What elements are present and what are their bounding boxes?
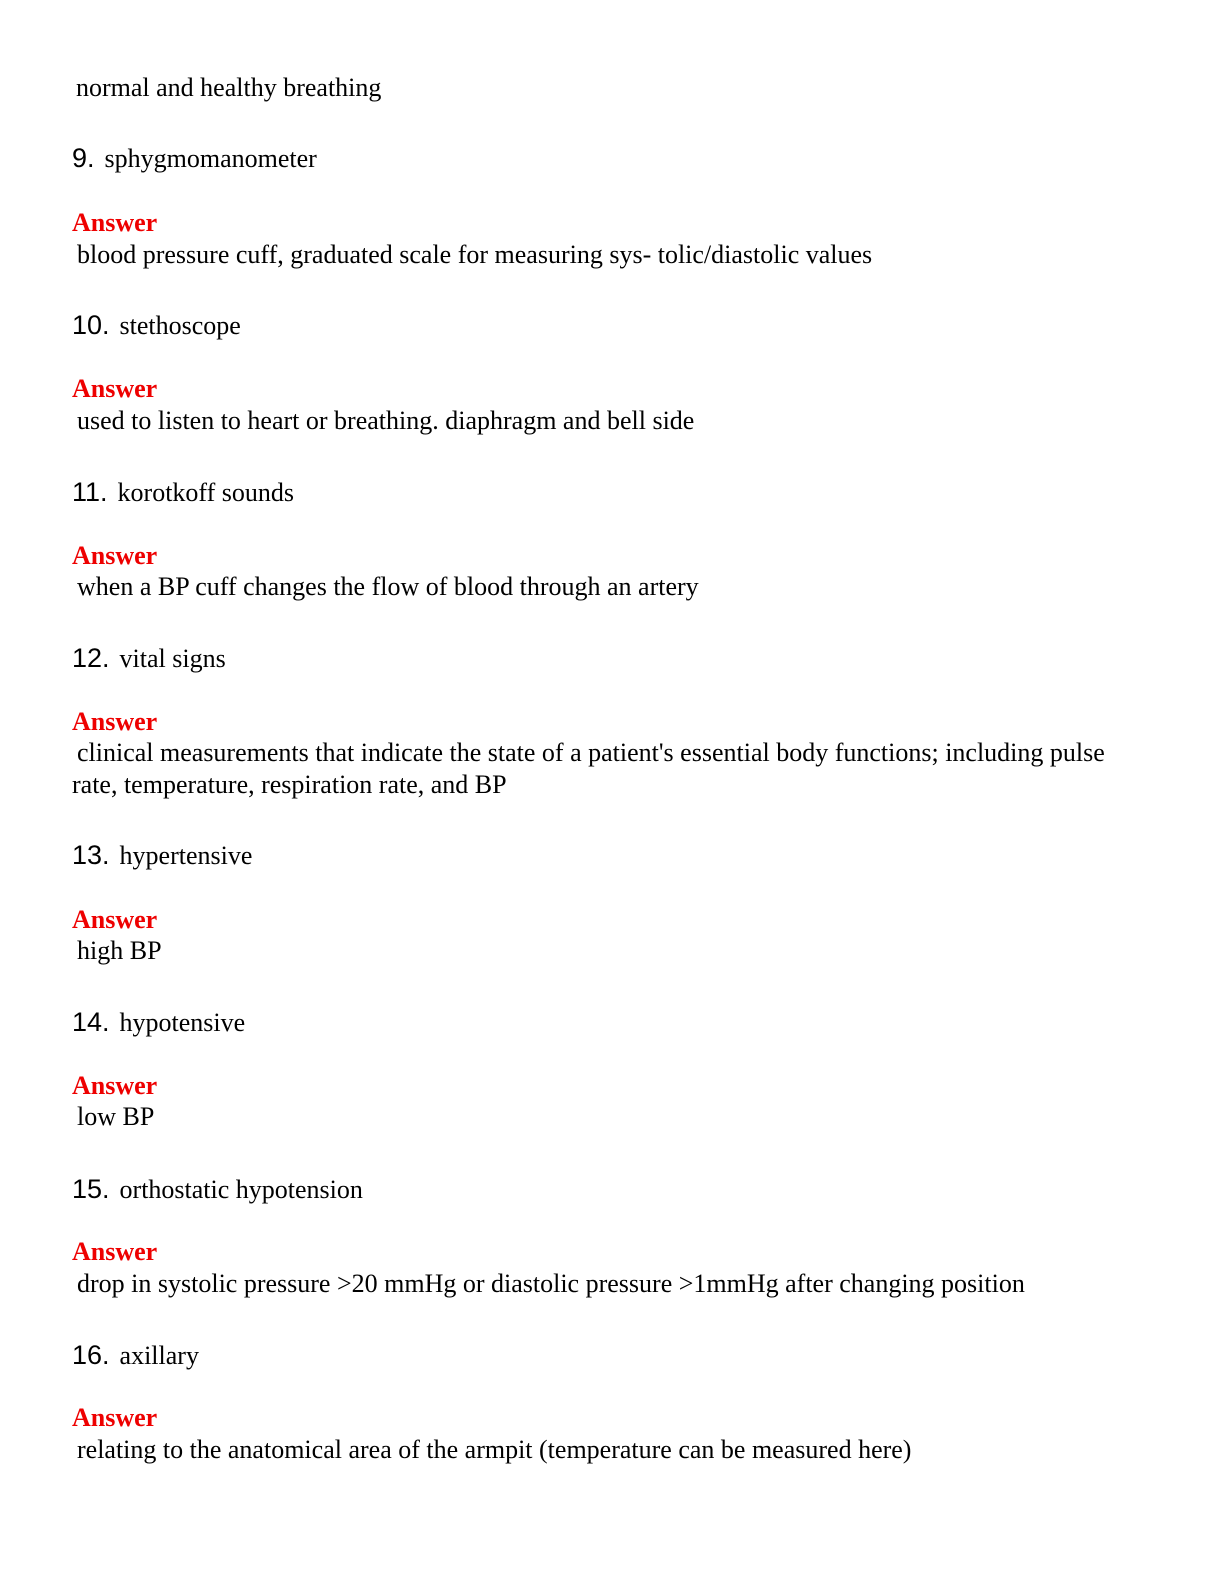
answer-text: blood pressure cuff, graduated scale for measuring sys- tolic/diastolic values xyxy=(77,240,873,269)
answer-label: Answer xyxy=(72,541,158,570)
answer-label: Answer xyxy=(72,905,158,934)
answer-label: Answer xyxy=(72,1237,158,1266)
answer-label: Answer xyxy=(72,1403,158,1432)
question-item xyxy=(72,142,317,175)
answer-label: Answer xyxy=(72,707,158,736)
question-number: 10. xyxy=(72,310,110,340)
question-item xyxy=(72,476,294,509)
answer-text: used to listen to heart or breathing. diaphragm and bell side xyxy=(77,406,695,435)
question-term: orthostatic hypotension xyxy=(119,1175,363,1204)
answer-text: drop in systolic pressure >20 mmHg or diastolic pressure >1mmHg after changing position xyxy=(77,1269,1025,1298)
answer-label: Answer xyxy=(72,208,158,237)
question-item xyxy=(72,1006,245,1039)
question-term: sphygmomanometer xyxy=(104,144,317,173)
question-number: 13. xyxy=(72,840,110,870)
question-item xyxy=(72,1173,363,1206)
question-item xyxy=(72,642,226,675)
question-term: hypotensive xyxy=(119,1008,246,1037)
question-number: 9. xyxy=(72,143,95,173)
question-number: 15. xyxy=(72,1174,110,1204)
question-number: 11. xyxy=(72,477,108,507)
question-item xyxy=(72,1339,199,1372)
answer-label: Answer xyxy=(72,374,158,403)
answer-text: clinical measurements that indicate the state of a patient's essential body functions; including pulse rate, temperature, respiration rate, and BP xyxy=(72,738,1105,799)
answer-text: relating to the anatomical area of the armpit (temperature can be measured here) xyxy=(77,1435,912,1464)
question-term: hypertensive xyxy=(119,841,253,870)
question-number: 12. xyxy=(72,643,110,673)
question-term: stethoscope xyxy=(119,311,241,340)
answer-label: Answer xyxy=(72,1071,158,1100)
question-number: 16. xyxy=(72,1340,110,1370)
question-term: korotkoff sounds xyxy=(117,478,294,507)
answer-text: low BP xyxy=(77,1102,155,1131)
question-term: vital signs xyxy=(119,644,226,673)
answer-text: high BP xyxy=(77,936,162,965)
answer-text: when a BP cuff changes the flow of blood through an artery xyxy=(77,572,699,601)
continuation-text: normal and healthy breathing xyxy=(76,73,382,102)
question-term: axillary xyxy=(119,1341,199,1370)
question-item xyxy=(72,309,241,342)
question-number: 14. xyxy=(72,1007,110,1037)
question-item xyxy=(72,839,252,872)
